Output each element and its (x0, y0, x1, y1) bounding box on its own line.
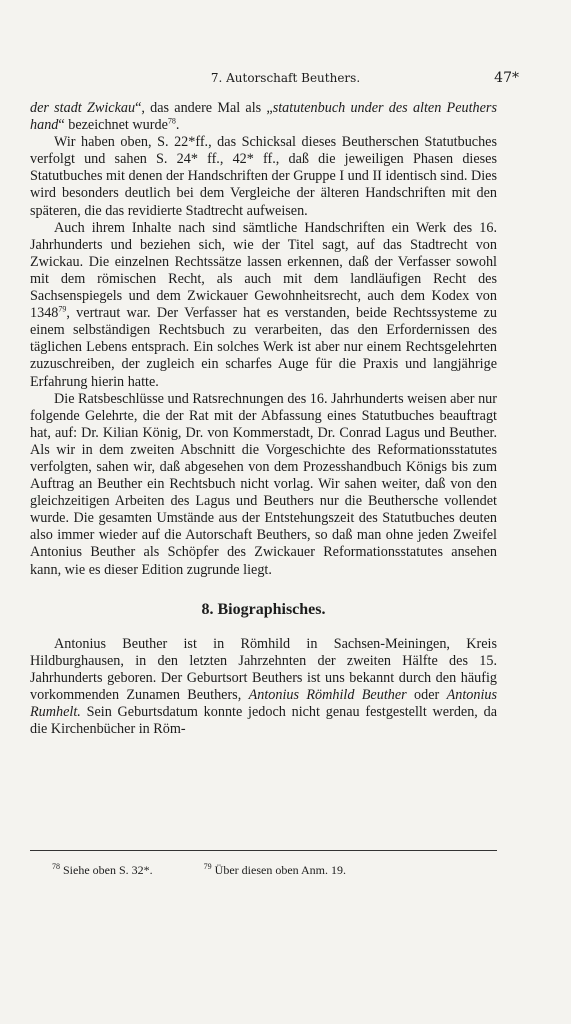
text-run: . (175, 117, 180, 134)
footnote-ref: 78 (167, 116, 176, 126)
text-run: oder (406, 687, 447, 703)
page-number: 47* (494, 70, 519, 86)
text-run: Auch ihrem Inhalte nach sind sämtliche Handschriften ein Werk des 16. Jahrhunderts und beziehen sich, wie der Titel sagt, auf das Stadtrecht von Zwickau. Die einzelnen Rechtssätze lassen erkennen, daß der Verfasser sowohl mit dem römischen Recht, als auch mit dem landläufigen Recht des Sachsenspiegels und dem Zwickauer Gewohnheitsrecht, auch dem Kodex von 1348 (30, 219, 497, 322)
running-title: 7. Autorschaft Beuthers. (210, 71, 361, 85)
footnote-text: Über diesen oben Anm. 19. (214, 863, 346, 877)
footnote-divider (30, 850, 497, 851)
text-run: Antonius Beuther ist in Römhild in Sachsen-Meiningen, Kreis Hildburghausen, in den letzten Jahrzehnten der zweiten Hälfte des 15. Jahrhunderts geboren. Der Geburtsort Beuthers ist uns bekannt durch den häufig vorkommenden Zunamen Beuthers, (30, 635, 497, 703)
body-text (30, 100, 497, 738)
italic-phrase: Antonius Rumhelt. (30, 687, 498, 721)
text-run: Sein Geburtsdatum konnte jedoch nicht genau festgestellt werden, da die Kirchenbücher in Röm- (30, 704, 497, 738)
paragraph (30, 636, 497, 739)
text-run: “, das andere Mal als „ (135, 100, 273, 116)
italic-phrase: Antonius Römhild Beuther (248, 687, 407, 703)
italic-phrase: der stadt Zwickau (30, 100, 136, 116)
text-run: “ bezeichnet wurde (58, 117, 168, 134)
footnote (204, 862, 346, 878)
footnote-ref: 79 (58, 304, 67, 314)
section-heading: 8. Biographisches. (201, 600, 326, 618)
paragraph: Die Ratsbeschlüsse und Ratsrechnungen des 16. Jahrhunderts weisen aber nur folgende Gelehrte, die der Rat mit der Abfassung eines Statutbuches beauftragt hat, auf: Dr. Kilian König, Dr. von Kommerstadt, Dr. Conrad Lagus und Beuther. Als wir in dem zweiten Abschnitt die Vorgeschichte des Reformationsstatutes verfolgten, sahen wir, daß abgesehen von dem Prozesshandbuch Königs bis zum Auftrag an Beuther ein Rechtsbuch nicht vorlag. Wir sahen weiter, daß von den gleichzeitigen Arbeiten des Lagus und Beuthers nur die Beuthersche vollendet wurde. Die gesamten Umstände aus der Entstehungszeit des Statutbuches deuten also immer wieder auf die Autorschaft Beuthers, so daß man ohne jeden Zweifel Antonius Beuther als Schöpfer des Zwickauer Reformationsstatutes ansehen kann, wie es dieser Edition zugrunde liegt. (30, 390, 497, 578)
footnotes (52, 862, 492, 878)
footnote-number: 79 (203, 862, 212, 871)
italic-phrase: statutenbuch under des alten Peuthers hand (30, 100, 497, 134)
footnote-text: Siehe oben S. 32*. (63, 863, 153, 877)
footnote (52, 862, 153, 878)
paragraph (30, 220, 497, 391)
page-header (30, 68, 541, 88)
paragraph (30, 100, 497, 134)
paragraph: Wir haben oben, S. 22*ff., das Schicksal dieses Beutherschen Statutbuches verfolgt und sahen S. 24* ff., 42* ff., daß die jeweiligen Phasen dieses Statutbuches mit denen der Handschriften der Gruppe I und II identisch sind. Dies wird besonders deutlich bei dem Vergleiche der älteren Handschriften mit den späteren, die das revidierte Stadtrecht aufweisen. (30, 134, 497, 219)
text-run: , vertraut war. Der Verfasser hat es verstanden, beide Rechtssysteme zu einem selbständigen Rechtsbuch zu verarbeiten, das den Erfordernissen des täglichen Lebens entsprach. Ein solches Werk ist aber nur einem Rechtsgelehrten zuzuschreiben, der zugleich ein scharfes Auge für die Praxis und langjährige Erfahrung hierin hatte. (30, 305, 497, 390)
footnote-number: 78 (52, 862, 60, 871)
